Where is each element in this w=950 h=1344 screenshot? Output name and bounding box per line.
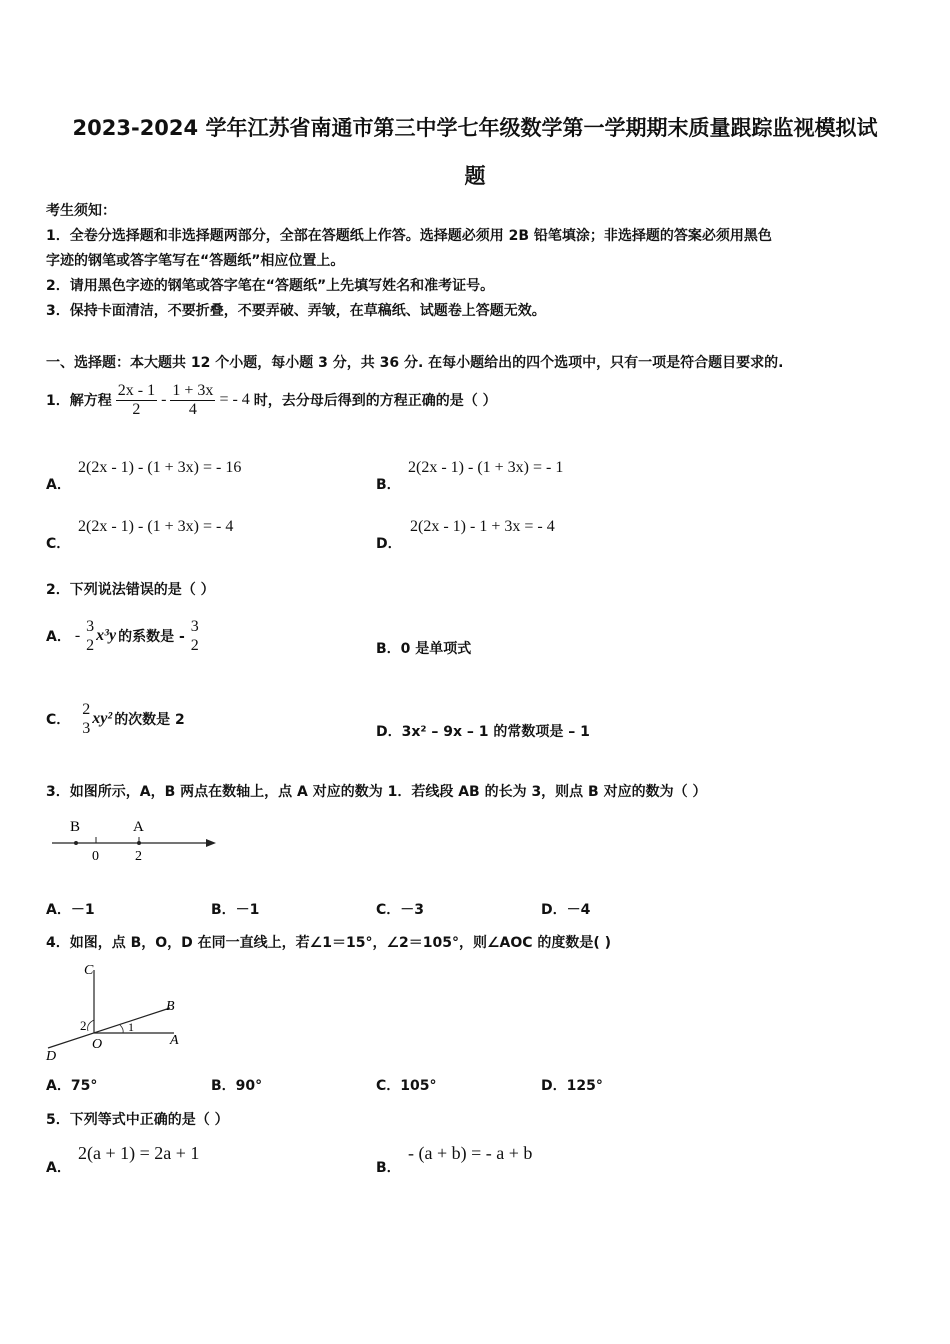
q1-fraction-2 xyxy=(170,382,215,419)
q4-angle-figure xyxy=(42,958,187,1063)
notice-item-1-cont: 字迹的钢笔或答字笔写在“答题纸”相应位置上。 xyxy=(46,253,345,269)
q2-a-num: 3 xyxy=(86,617,95,635)
q5-option-a[interactable]: 2(a + 1) = 2a + 1 xyxy=(78,1143,200,1163)
q1-suffix: 时，去分母后得到的方程正确的是（ ） xyxy=(253,393,497,409)
page-title: 2023-2024 学年江苏省南通市第三中学七年级数学第一学期期末质量跟踪监视模拟试 xyxy=(72,116,878,140)
point-a-dot xyxy=(137,841,141,845)
q3-option-d[interactable]: D．－4 xyxy=(541,902,591,918)
angle-2-arc xyxy=(88,1020,94,1031)
q1-frac1-den: 2 xyxy=(132,400,141,418)
q1-option-a-label[interactable]: A． xyxy=(46,477,71,493)
arrow-head-icon xyxy=(206,839,216,847)
q2-a-fraction xyxy=(84,618,96,655)
label-a: A xyxy=(133,819,144,835)
label-a: A xyxy=(170,1033,179,1048)
question-4-stem: 4．如图，点 B，O，D 在同一直线上，若∠1＝15°，∠2＝105°，则∠AOC 的度数是( ) xyxy=(46,935,612,951)
notice-item-2: 2．请用黑色字迹的钢笔或答字笔在“答题纸”上先填写姓名和准考证号。 xyxy=(46,278,495,294)
q2-a-text: 的系数是 - xyxy=(118,629,185,645)
q2-c-fraction xyxy=(80,701,92,738)
q2-option-d[interactable]: D．3x² – 9x – 1 的常数项是 – 1 xyxy=(376,724,590,740)
q4-option-d[interactable]: D．125° xyxy=(541,1078,603,1094)
q2-a-minus: - xyxy=(74,627,81,644)
q2-c-num: 2 xyxy=(82,700,91,718)
question-3-stem: 3．如图所示，A，B 两点在数轴上，点 A 对应的数为 1．若线段 AB 的长为 3，则点 B 对应的数为（ ） xyxy=(46,784,707,800)
q2-c-var: xy² xyxy=(92,710,113,727)
q1-rhs: = - 4 xyxy=(219,391,250,408)
q4-option-a[interactable]: A．75° xyxy=(46,1078,98,1094)
q2-a-label: A． xyxy=(46,629,71,645)
q3-option-c[interactable]: C．－3 xyxy=(376,902,425,918)
q2-a-fraction-2 xyxy=(189,618,201,655)
q1-option-c-label[interactable]: C． xyxy=(46,536,71,552)
q5-option-b[interactable]: - (a + b) = - a + b xyxy=(408,1143,533,1163)
point-b-dot xyxy=(74,841,78,845)
q1-option-d[interactable]: 2(2x - 1) - 1 + 3x = - 4 xyxy=(410,518,555,535)
label-b: B xyxy=(166,999,175,1014)
q2-c-label: C． xyxy=(46,712,71,728)
question-1-stem xyxy=(46,376,497,424)
q1-prefix: 1．解方程 xyxy=(46,393,112,409)
q1-frac1-num: 2x - 1 xyxy=(117,381,156,399)
label-b: B xyxy=(70,819,81,835)
page-title-line2: 题 xyxy=(464,164,486,188)
q1-option-b[interactable]: 2(2x - 1) - (1 + 3x) = - 1 xyxy=(408,459,564,476)
line-bd xyxy=(48,1008,170,1048)
q2-option-a[interactable] xyxy=(46,612,201,660)
q2-option-b[interactable]: B．0 是单项式 xyxy=(376,641,472,657)
q2-c-den: 3 xyxy=(82,719,91,737)
q4-option-b[interactable]: B．90° xyxy=(211,1078,263,1094)
label-0: 0 xyxy=(92,849,99,864)
q1-frac2-num: 1 + 3x xyxy=(172,381,214,399)
label-angle-1: 1 xyxy=(128,1020,134,1034)
label-d: D xyxy=(46,1049,57,1063)
q1-option-b-label[interactable]: B． xyxy=(376,477,401,493)
notice-heading: 考生须知： xyxy=(46,203,116,219)
q3-option-b[interactable]: B．－1 xyxy=(211,902,260,918)
q3-option-a[interactable]: A．－1 xyxy=(46,902,95,918)
q5-option-b-label[interactable]: B． xyxy=(376,1160,401,1176)
q2-a-num2: 3 xyxy=(190,617,199,635)
notice-item-3: 3．保持卡面清洁，不要折叠，不要弄破、弄皱，在草稿纸、试题卷上答题无效。 xyxy=(46,303,546,319)
q1-option-d-label[interactable]: D． xyxy=(376,536,402,552)
q3-number-line-figure xyxy=(46,812,226,872)
q2-option-c[interactable] xyxy=(46,695,185,743)
question-2-stem: 2．下列说法错误的是（ ） xyxy=(46,582,215,598)
section-header: 一、选择题：本大题共 12 个小题，每小题 3 分，共 36 分. 在每小题给出的四个选项中，只有一项是符合题目要求的. xyxy=(46,355,784,371)
q2-a-den2: 2 xyxy=(190,636,199,654)
q2-a-var: x³y xyxy=(96,627,117,644)
angle-1-arc xyxy=(120,1025,123,1033)
q1-option-a[interactable]: 2(2x - 1) - (1 + 3x) = - 16 xyxy=(78,459,242,476)
q4-option-c[interactable]: C．105° xyxy=(376,1078,437,1094)
q5-option-a-label[interactable]: A． xyxy=(46,1160,71,1176)
label-c: C xyxy=(84,963,94,978)
q1-minus: - xyxy=(161,391,167,408)
notice-item-1: 1．全卷分选择题和非选择题两部分，全部在答题纸上作答。选择题必须用 2B 铅笔填涂；非选择题的答案必须用黑色 xyxy=(46,228,772,244)
label-angle-2: 2 xyxy=(80,1018,87,1033)
q1-option-c[interactable]: 2(2x - 1) - (1 + 3x) = - 4 xyxy=(78,518,234,535)
q2-a-den: 2 xyxy=(86,636,95,654)
label-2: 2 xyxy=(135,849,142,864)
q1-frac2-den: 4 xyxy=(188,400,197,418)
q2-c-text: 的次数是 2 xyxy=(114,712,185,728)
question-5-stem: 5．下列等式中正确的是（ ） xyxy=(46,1112,229,1128)
label-o: O xyxy=(92,1037,103,1052)
notice-block xyxy=(46,199,916,324)
q1-fraction-1 xyxy=(116,382,157,419)
